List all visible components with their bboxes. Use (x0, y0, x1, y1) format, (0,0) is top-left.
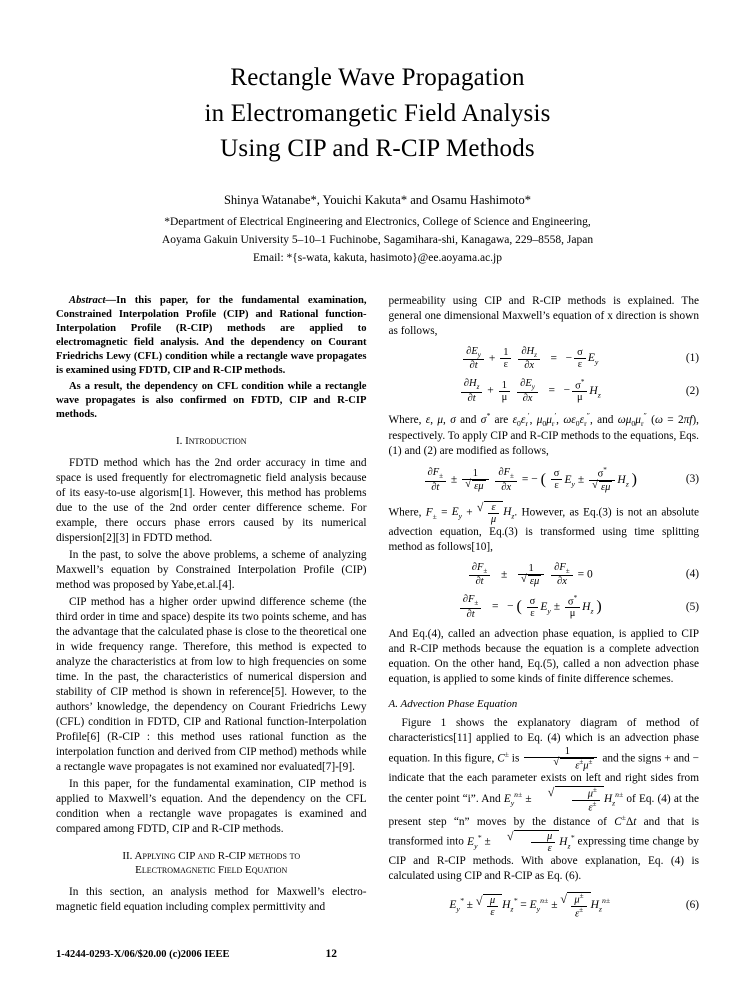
equation-5-body: $\frac{\partial F_\pm}{\partial t}$ = − ( $\frac{\sigma}{\varepsilon}$ $E_y$ ± $\frac{\sigma^*}{\mu}$ $H_z$ ) (389, 594, 672, 620)
section-heading-introduction: I. Introduction (175, 435, 247, 448)
intro-paragraph-1: FDTD method which has the 2nd order accuracy in time and space is used frequently for electromagnetic field analysis because of its easy-to-use algorism[1]. However, this method has problems due to the use of the 2nd order center difference scheme. For example, there occurs phase errors caused by its numerical dispersion[2][3] in FDTD method. (56, 456, 367, 544)
abstract-paragraph-2: As a result, the dependency on CFL condition while a rectangle wave propagates is also confirmed on FDTD, CIP and R-CIP methods. (56, 381, 367, 421)
section-heading-applying-cip (56, 849, 367, 878)
right-paragraph-1: permeability using CIP and R-CIP methods is explained. The general one dimensional Maxwell’s equation of x direction is shown as follows, (388, 294, 699, 337)
equation-group-1-2 (389, 346, 700, 404)
section2-paragraph-1: In this section, an analysis method for Maxwell’s electro-magnetic field equation including complex permittivity and (56, 885, 367, 913)
right-column (389, 294, 700, 928)
left-column (56, 294, 367, 928)
page-title (56, 60, 699, 167)
page-footer (56, 948, 699, 960)
equation-group-6 (389, 892, 700, 919)
equation-5-number: (5) (685, 600, 699, 613)
intro-paragraph-3: CIP method has a higher order upwind difference scheme (the third order in time and space) despite its two points scheme, and has the advantage that the calculated phase is close to the theoretical one in wide frequency range. Therefore, this method is expected to analyze the characteristics at from low to high frequencies on some time. In the past, the characteristics of numerical dispersion and stability of CIP method is shown in reference[5]. However, to the authors’ knowledge, the dependency on Courant Friedrichs Lewy (CFL) condition in FDTD, CIP and Rational function-Interpolation Profile[6] (R-CIP : this method uses rational function as the interpolation function and derived from CIP method) methods while a rectangle wave propagates is not examined nor evaluated[7]-[9]. (56, 595, 367, 773)
page-number: 12 (325, 948, 338, 960)
equation-2-number: (2) (685, 384, 699, 397)
intro-paragraph-4: In this paper, for the fundamental examination, CIP method is applied to Maxwell’s equation. And the dependency on the CFL condition when a rectangle wave propagates is examined and compared among FDTD, CIP and R-CIP methods. (56, 778, 367, 836)
right-paragraph-3: Where, $F_\pm = E_y$ + √ $\frac{\varepsilon}{\mu}$ $H_z$. However, as Eq.(3) is not an absolute advection equation, Eq.(3) is transformed using time splitting method as follows[10], (389, 501, 700, 555)
equation-group-4-5 (389, 562, 700, 620)
two-column-body (56, 294, 699, 928)
equation-2-body: $\frac{\partial H_z}{\partial t}$ + $\frac{1}{\mu}$ $\frac{\partial E_y}{\partial x}$ = − $\frac{\sigma^*}{\mu}$ $H_z$ (389, 378, 672, 404)
equation-4-number: (4) (685, 568, 699, 581)
author-list: Shinya Watanabe*, Youichi Kakuta* and Osamu Hashimoto* (223, 192, 532, 207)
equation-6-number: (6) (685, 899, 699, 912)
title-line-3: Using CIP and R-CIP Methods (220, 135, 535, 162)
equation-1-number: (1) (685, 352, 699, 365)
right-paragraph-2: Where, ε, μ, σ and σ* are $\varepsilon_0\varepsilon_r'$, $\mu_0\mu_r'$, $\omega\varepsilon_0\varepsilon_r''$, and $\omega\mu_0\mu_r''$ (ω = 2πf), respectively. To apply CIP and R-CIP methods to the equations, Eqs.(1) and (2) are modified as follows, (388, 410, 700, 458)
title-line-2: in Electromangetic Field Analysis (204, 99, 551, 127)
intro-paragraph-2: In the past, to solve the above problems, a scheme of analyzing Maxwell’s equation by Constrained Interpolation Profile (CIP) method was proposed by Yabe,et.al.[4]. (56, 548, 367, 591)
affiliation-block (56, 214, 699, 267)
section2-heading-line-1: II. Applying CIP and R-CIP methods to (122, 850, 301, 863)
equation-1-body: $\frac{\partial E_y}{\partial t}$ + $\frac{1}{\varepsilon}$ $\frac{\partial H_z}{\partial x}$ = − $\frac{\sigma}{\varepsilon}$ $E_y$ (389, 346, 672, 372)
equation-6-body: $E_y^*$ ± √ $\frac{\mu}{\varepsilon}$ $H_z^* = E_y^{n\pm}$ ± √ $\frac{\mu^\pm}{\varepsilon^\pm}$ $H_z^{n\pm}$ (389, 892, 672, 919)
equation-6-row (389, 892, 700, 919)
copyright-notice: 1-4244-0293-X/06/$20.00 (c)2006 IEEE (56, 949, 230, 960)
equation-3-body: $\frac{\partial F_\pm}{\partial t}$ ± 1 √ εμ $\frac{\partial F_\pm}{\partial x}$ = − ( $\frac{\sigma}{\varepsilon}$ $E_y$ ± σ* √ εμ $H_z$ ) (389, 467, 672, 493)
right-paragraph-4: And Eq.(4), called an advection phase equation, is applied to CIP and R-CIP methods because the equation is a complete advection equation. On the other hand, Eq.(5), called a non advection phase equation, is applied to some kinds of finite difference schemes. (388, 628, 699, 686)
subsection-heading-advection: A. Advection Phase Equation (388, 698, 518, 711)
section2-heading-line-2: Electromagnetic Field Equation (135, 864, 288, 877)
equation-2-row (389, 378, 700, 404)
equation-3-number: (3) (685, 473, 699, 486)
abstract-text: In this paper, for the fundamental examination, Constrained Interpolation Profile (CIP) and Rational function-Interpolation Profile (R-CIP) methods are applied to electromagnetic field analysis. And the dependency on Courant Friedrichs Lewy (CFL) condition while a rectangle wave propagates is examined using FDTD, CIP and R-CIP methods. (56, 294, 367, 377)
equation-4-row (389, 562, 700, 588)
equation-5-row (389, 594, 700, 620)
equation-4-body: $\frac{\partial F_\pm}{\partial t}$ ± 1 √ εμ $\frac{\partial F_\pm}{\partial x}$ = 0 (389, 562, 672, 588)
affiliation-line-1: *Department of Electrical Engineering and Electronics, College of Science and Engineering, (164, 216, 591, 229)
abstract-label: Abstract— (69, 294, 117, 306)
affiliation-email: Email: *{s-wata, kakuta, hasimoto}@ee.aoyama.ac.jp (253, 251, 502, 264)
right-paragraph-5: Figure 1 shows the explanatory diagram of method of characteristics[11] applied to Eq. (4) which is an advection phase equation. In this figure, C± is 1 √ ε±μ± and the signs + and − indicate that the each parameter exists on left and right sides from the center point “i”. And $E_y^{n\pm}$ ± √ $\frac{\mu^\pm}{\varepsilon^\pm}$ $H_z^{n\pm}$ of Eq. (4) at the present step “n” moves by the distance of C±Δt and that is transformed into $E_y^*$ ± √ $\frac{\mu}{\varepsilon}$ $H_z^*$ expressing time change by CIP and R-CIP methods. With above explanation, Eq. (4) is calculated using CIP and R-CIP as Eq. (6). (389, 716, 700, 884)
equation-1-row (389, 346, 700, 372)
abstract-paragraph (56, 294, 367, 378)
equation-3-row (389, 467, 700, 493)
affiliation-line-2: Aoyama Gakuin University 5–10–1 Fuchinobe, Sagamihara-shi, Kanagawa, 229–8558, Japan (161, 234, 594, 247)
equation-group-3 (389, 467, 700, 493)
title-line-1: Rectangle Wave Propagation (230, 64, 525, 91)
